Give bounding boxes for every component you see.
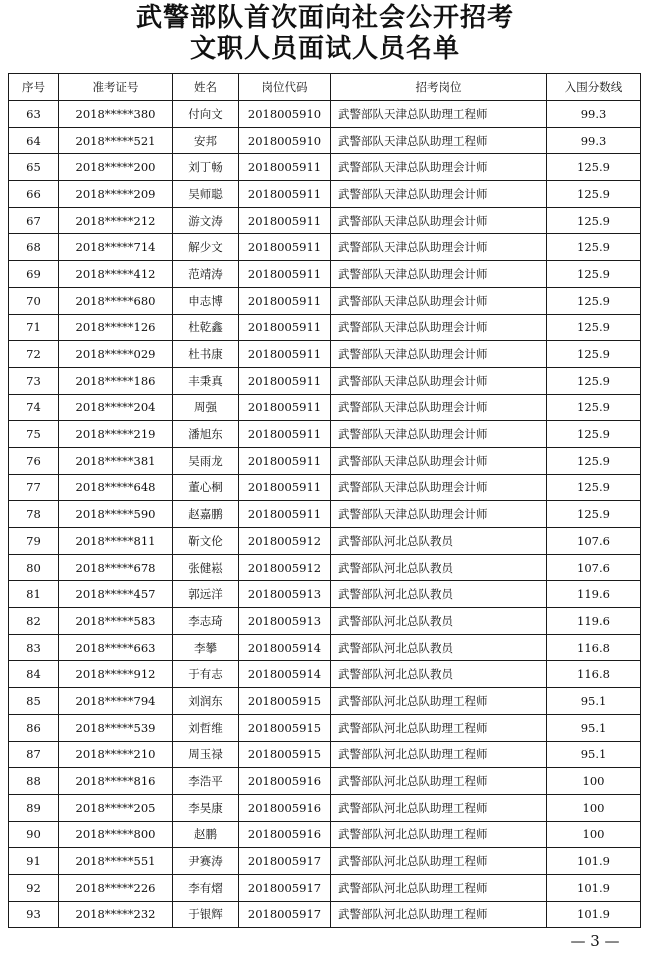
post-code-cell: 2018005911 (239, 287, 331, 314)
table-row (9, 234, 641, 261)
post-code-cell: 2018005912 (239, 554, 331, 581)
post-cell: 武警部队河北总队助理工程师 (331, 901, 547, 928)
name-cell: 潘旭东 (173, 421, 239, 448)
post-code-cell: 2018005912 (239, 528, 331, 555)
ticket-number-cell: 2018*****816 (59, 768, 173, 795)
post-code-cell: 2018005914 (239, 634, 331, 661)
name-cell: 董心桐 (173, 474, 239, 501)
table-row (9, 447, 641, 474)
name-cell: 李昊康 (173, 794, 239, 821)
table-row (9, 314, 641, 341)
post-cell: 武警部队天津总队助理会计师 (331, 287, 547, 314)
post-cell: 武警部队河北总队助理工程师 (331, 821, 547, 848)
score-cell: 116.8 (547, 634, 641, 661)
table-header (9, 74, 641, 101)
seq-cell: 84 (9, 661, 59, 688)
table-row (9, 367, 641, 394)
post-code-cell: 2018005913 (239, 608, 331, 635)
ticket-number-cell: 2018*****680 (59, 287, 173, 314)
post-code-cell: 2018005911 (239, 367, 331, 394)
name-cell: 于有志 (173, 661, 239, 688)
table-row (9, 768, 641, 795)
post-cell: 武警部队河北总队助理工程师 (331, 768, 547, 795)
table-row (9, 501, 641, 528)
post-code-cell: 2018005916 (239, 794, 331, 821)
post-code-cell: 2018005911 (239, 421, 331, 448)
name-cell: 李有熠 (173, 874, 239, 901)
table-row (9, 848, 641, 875)
table-header-row (9, 74, 641, 101)
post-code-cell: 2018005914 (239, 661, 331, 688)
name-cell: 游文涛 (173, 207, 239, 234)
table-row (9, 901, 641, 928)
seq-cell: 93 (9, 901, 59, 928)
ticket-number-cell: 2018*****200 (59, 154, 173, 181)
post-code-cell: 2018005916 (239, 768, 331, 795)
seq-cell: 75 (9, 421, 59, 448)
ticket-number-cell: 2018*****714 (59, 234, 173, 261)
score-cell: 119.6 (547, 608, 641, 635)
table-row (9, 874, 641, 901)
seq-cell: 67 (9, 207, 59, 234)
score-cell: 100 (547, 821, 641, 848)
ticket-number-cell: 2018*****457 (59, 581, 173, 608)
table-row (9, 394, 641, 421)
name-cell: 周强 (173, 394, 239, 421)
ticket-number-cell: 2018*****210 (59, 741, 173, 768)
post-cell: 武警部队河北总队助理工程师 (331, 848, 547, 875)
name-cell: 张健崧 (173, 554, 239, 581)
ticket-number-cell: 2018*****912 (59, 661, 173, 688)
ticket-number-cell: 2018*****794 (59, 688, 173, 715)
seq-cell: 92 (9, 874, 59, 901)
post-cell: 武警部队河北总队教员 (331, 528, 547, 555)
score-cell: 125.9 (547, 287, 641, 314)
post-code-cell: 2018005911 (239, 261, 331, 288)
ticket-number-cell: 2018*****800 (59, 821, 173, 848)
seq-cell: 73 (9, 367, 59, 394)
post-cell: 武警部队天津总队助理会计师 (331, 314, 547, 341)
post-cell: 武警部队天津总队助理会计师 (331, 234, 547, 261)
ticket-number-cell: 2018*****212 (59, 207, 173, 234)
ticket-number-cell: 2018*****219 (59, 421, 173, 448)
page-number: — 3 — (570, 932, 620, 950)
post-cell: 武警部队河北总队助理工程师 (331, 714, 547, 741)
post-cell: 武警部队天津总队助理会计师 (331, 207, 547, 234)
post-code-cell: 2018005911 (239, 181, 331, 208)
table-row (9, 287, 641, 314)
score-cell: 95.1 (547, 688, 641, 715)
table-row (9, 154, 641, 181)
post-cell: 武警部队河北总队助理工程师 (331, 794, 547, 821)
seq-cell: 68 (9, 234, 59, 261)
table-row (9, 714, 641, 741)
table-row (9, 661, 641, 688)
ticket-number-cell: 2018*****381 (59, 447, 173, 474)
score-cell: 125.9 (547, 367, 641, 394)
table-row (9, 634, 641, 661)
score-cell: 99.3 (547, 127, 641, 154)
ticket-number-cell: 2018*****186 (59, 367, 173, 394)
seq-cell: 79 (9, 528, 59, 555)
name-cell: 刘哲维 (173, 714, 239, 741)
col-header-score: 入围分数线 (547, 74, 641, 101)
ticket-number-cell: 2018*****521 (59, 127, 173, 154)
post-code-cell: 2018005916 (239, 821, 331, 848)
table-row (9, 127, 641, 154)
seq-cell: 66 (9, 181, 59, 208)
ticket-number-cell: 2018*****678 (59, 554, 173, 581)
post-code-cell: 2018005911 (239, 314, 331, 341)
name-cell: 刘丁畅 (173, 154, 239, 181)
name-cell: 于银辉 (173, 901, 239, 928)
post-cell: 武警部队河北总队教员 (331, 661, 547, 688)
seq-cell: 85 (9, 688, 59, 715)
post-code-cell: 2018005911 (239, 501, 331, 528)
name-cell: 杜乾鑫 (173, 314, 239, 341)
seq-cell: 76 (9, 447, 59, 474)
table-row (9, 207, 641, 234)
post-cell: 武警部队天津总队助理会计师 (331, 154, 547, 181)
post-cell: 武警部队天津总队助理会计师 (331, 394, 547, 421)
post-cell: 武警部队河北总队教员 (331, 634, 547, 661)
name-cell: 申志博 (173, 287, 239, 314)
name-cell: 解少文 (173, 234, 239, 261)
table-row (9, 421, 641, 448)
score-cell: 119.6 (547, 581, 641, 608)
ticket-number-cell: 2018*****590 (59, 501, 173, 528)
ticket-number-cell: 2018*****412 (59, 261, 173, 288)
post-cell: 武警部队河北总队教员 (331, 608, 547, 635)
post-cell: 武警部队天津总队助理会计师 (331, 261, 547, 288)
post-cell: 武警部队河北总队助理工程师 (331, 874, 547, 901)
document-title: 武警部队首次面向社会公开招考 (135, 3, 514, 33)
post-code-cell: 2018005915 (239, 741, 331, 768)
score-cell: 95.1 (547, 714, 641, 741)
seq-cell: 81 (9, 581, 59, 608)
ticket-number-cell: 2018*****226 (59, 874, 173, 901)
score-cell: 125.9 (547, 154, 641, 181)
post-cell: 武警部队天津总队助理会计师 (331, 501, 547, 528)
score-cell: 125.9 (547, 234, 641, 261)
name-cell: 李攀 (173, 634, 239, 661)
name-cell: 郭远洋 (173, 581, 239, 608)
score-cell: 107.6 (547, 528, 641, 555)
col-header-post: 招考岗位 (331, 74, 547, 101)
name-cell: 周玉禄 (173, 741, 239, 768)
post-cell: 武警部队天津总队助理会计师 (331, 421, 547, 448)
seq-cell: 70 (9, 287, 59, 314)
seq-cell: 78 (9, 501, 59, 528)
name-cell: 吴师聪 (173, 181, 239, 208)
score-cell: 125.9 (547, 474, 641, 501)
table-row (9, 341, 641, 368)
table-row (9, 741, 641, 768)
score-cell: 116.8 (547, 661, 641, 688)
seq-cell: 72 (9, 341, 59, 368)
name-cell: 丰秉真 (173, 367, 239, 394)
score-cell: 101.9 (547, 848, 641, 875)
name-cell: 李浩平 (173, 768, 239, 795)
seq-cell: 71 (9, 314, 59, 341)
table-row (9, 181, 641, 208)
col-header-ticket: 准考证号 (59, 74, 173, 101)
ticket-number-cell: 2018*****648 (59, 474, 173, 501)
post-code-cell: 2018005917 (239, 901, 331, 928)
name-cell: 刘润东 (173, 688, 239, 715)
post-cell: 武警部队河北总队教员 (331, 581, 547, 608)
name-cell: 赵鹏 (173, 821, 239, 848)
ticket-number-cell: 2018*****029 (59, 341, 173, 368)
post-code-cell: 2018005915 (239, 714, 331, 741)
ticket-number-cell: 2018*****663 (59, 634, 173, 661)
name-cell: 杜书康 (173, 341, 239, 368)
table-row (9, 794, 641, 821)
post-cell: 武警部队河北总队助理工程师 (331, 688, 547, 715)
score-cell: 125.9 (547, 314, 641, 341)
seq-cell: 86 (9, 714, 59, 741)
seq-cell: 63 (9, 101, 59, 128)
post-code-cell: 2018005910 (239, 101, 331, 128)
name-cell: 安邦 (173, 127, 239, 154)
table-row (9, 528, 641, 555)
col-header-post-code: 岗位代码 (239, 74, 331, 101)
score-cell: 125.9 (547, 421, 641, 448)
seq-cell: 65 (9, 154, 59, 181)
ticket-number-cell: 2018*****380 (59, 101, 173, 128)
post-cell: 武警部队天津总队助理会计师 (331, 341, 547, 368)
score-cell: 101.9 (547, 874, 641, 901)
post-cell: 武警部队河北总队助理工程师 (331, 741, 547, 768)
table-row (9, 554, 641, 581)
ticket-number-cell: 2018*****232 (59, 901, 173, 928)
ticket-number-cell: 2018*****811 (59, 528, 173, 555)
post-cell: 武警部队天津总队助理工程师 (331, 127, 547, 154)
score-cell: 125.9 (547, 394, 641, 421)
seq-cell: 82 (9, 608, 59, 635)
table-row (9, 608, 641, 635)
ticket-number-cell: 2018*****126 (59, 314, 173, 341)
table-row (9, 474, 641, 501)
seq-cell: 77 (9, 474, 59, 501)
table-row (9, 821, 641, 848)
score-cell: 101.9 (547, 901, 641, 928)
score-cell: 100 (547, 794, 641, 821)
score-cell: 100 (547, 768, 641, 795)
post-cell: 武警部队河北总队教员 (331, 554, 547, 581)
name-cell: 范靖涛 (173, 261, 239, 288)
table-row (9, 688, 641, 715)
candidate-table (8, 73, 641, 928)
ticket-number-cell: 2018*****205 (59, 794, 173, 821)
post-code-cell: 2018005913 (239, 581, 331, 608)
seq-cell: 89 (9, 794, 59, 821)
seq-cell: 88 (9, 768, 59, 795)
post-code-cell: 2018005911 (239, 341, 331, 368)
post-cell: 武警部队天津总队助理会计师 (331, 447, 547, 474)
col-header-seq: 序号 (9, 74, 59, 101)
col-header-name: 姓名 (173, 74, 239, 101)
score-cell: 107.6 (547, 554, 641, 581)
post-code-cell: 2018005911 (239, 234, 331, 261)
post-cell: 武警部队天津总队助理会计师 (331, 367, 547, 394)
post-cell: 武警部队天津总队助理会计师 (331, 474, 547, 501)
score-cell: 125.9 (547, 447, 641, 474)
post-code-cell: 2018005911 (239, 394, 331, 421)
name-cell: 靳文伦 (173, 528, 239, 555)
ticket-number-cell: 2018*****583 (59, 608, 173, 635)
table-row (9, 261, 641, 288)
score-cell: 125.9 (547, 261, 641, 288)
score-cell: 125.9 (547, 207, 641, 234)
name-cell: 赵嘉鹏 (173, 501, 239, 528)
seq-cell: 69 (9, 261, 59, 288)
seq-cell: 90 (9, 821, 59, 848)
name-cell: 吴雨龙 (173, 447, 239, 474)
post-code-cell: 2018005915 (239, 688, 331, 715)
post-cell: 武警部队天津总队助理会计师 (331, 181, 547, 208)
post-code-cell: 2018005911 (239, 154, 331, 181)
score-cell: 125.9 (547, 341, 641, 368)
seq-cell: 87 (9, 741, 59, 768)
post-code-cell: 2018005911 (239, 474, 331, 501)
score-cell: 95.1 (547, 741, 641, 768)
name-cell: 尹赛涛 (173, 848, 239, 875)
post-code-cell: 2018005910 (239, 127, 331, 154)
seq-cell: 80 (9, 554, 59, 581)
ticket-number-cell: 2018*****204 (59, 394, 173, 421)
post-code-cell: 2018005917 (239, 848, 331, 875)
post-code-cell: 2018005911 (239, 207, 331, 234)
ticket-number-cell: 2018*****539 (59, 714, 173, 741)
ticket-number-cell: 2018*****209 (59, 181, 173, 208)
table-row (9, 101, 641, 128)
score-cell: 99.3 (547, 101, 641, 128)
post-code-cell: 2018005917 (239, 874, 331, 901)
document-subtitle: 文职人员面试人员名单 (189, 34, 460, 64)
score-cell: 125.9 (547, 501, 641, 528)
ticket-number-cell: 2018*****551 (59, 848, 173, 875)
seq-cell: 91 (9, 848, 59, 875)
seq-cell: 83 (9, 634, 59, 661)
score-cell: 125.9 (547, 181, 641, 208)
table-row (9, 581, 641, 608)
name-cell: 付向文 (173, 101, 239, 128)
table-body (9, 101, 641, 928)
name-cell: 李志琦 (173, 608, 239, 635)
seq-cell: 74 (9, 394, 59, 421)
post-cell: 武警部队天津总队助理工程师 (331, 101, 547, 128)
seq-cell: 64 (9, 127, 59, 154)
post-code-cell: 2018005911 (239, 447, 331, 474)
